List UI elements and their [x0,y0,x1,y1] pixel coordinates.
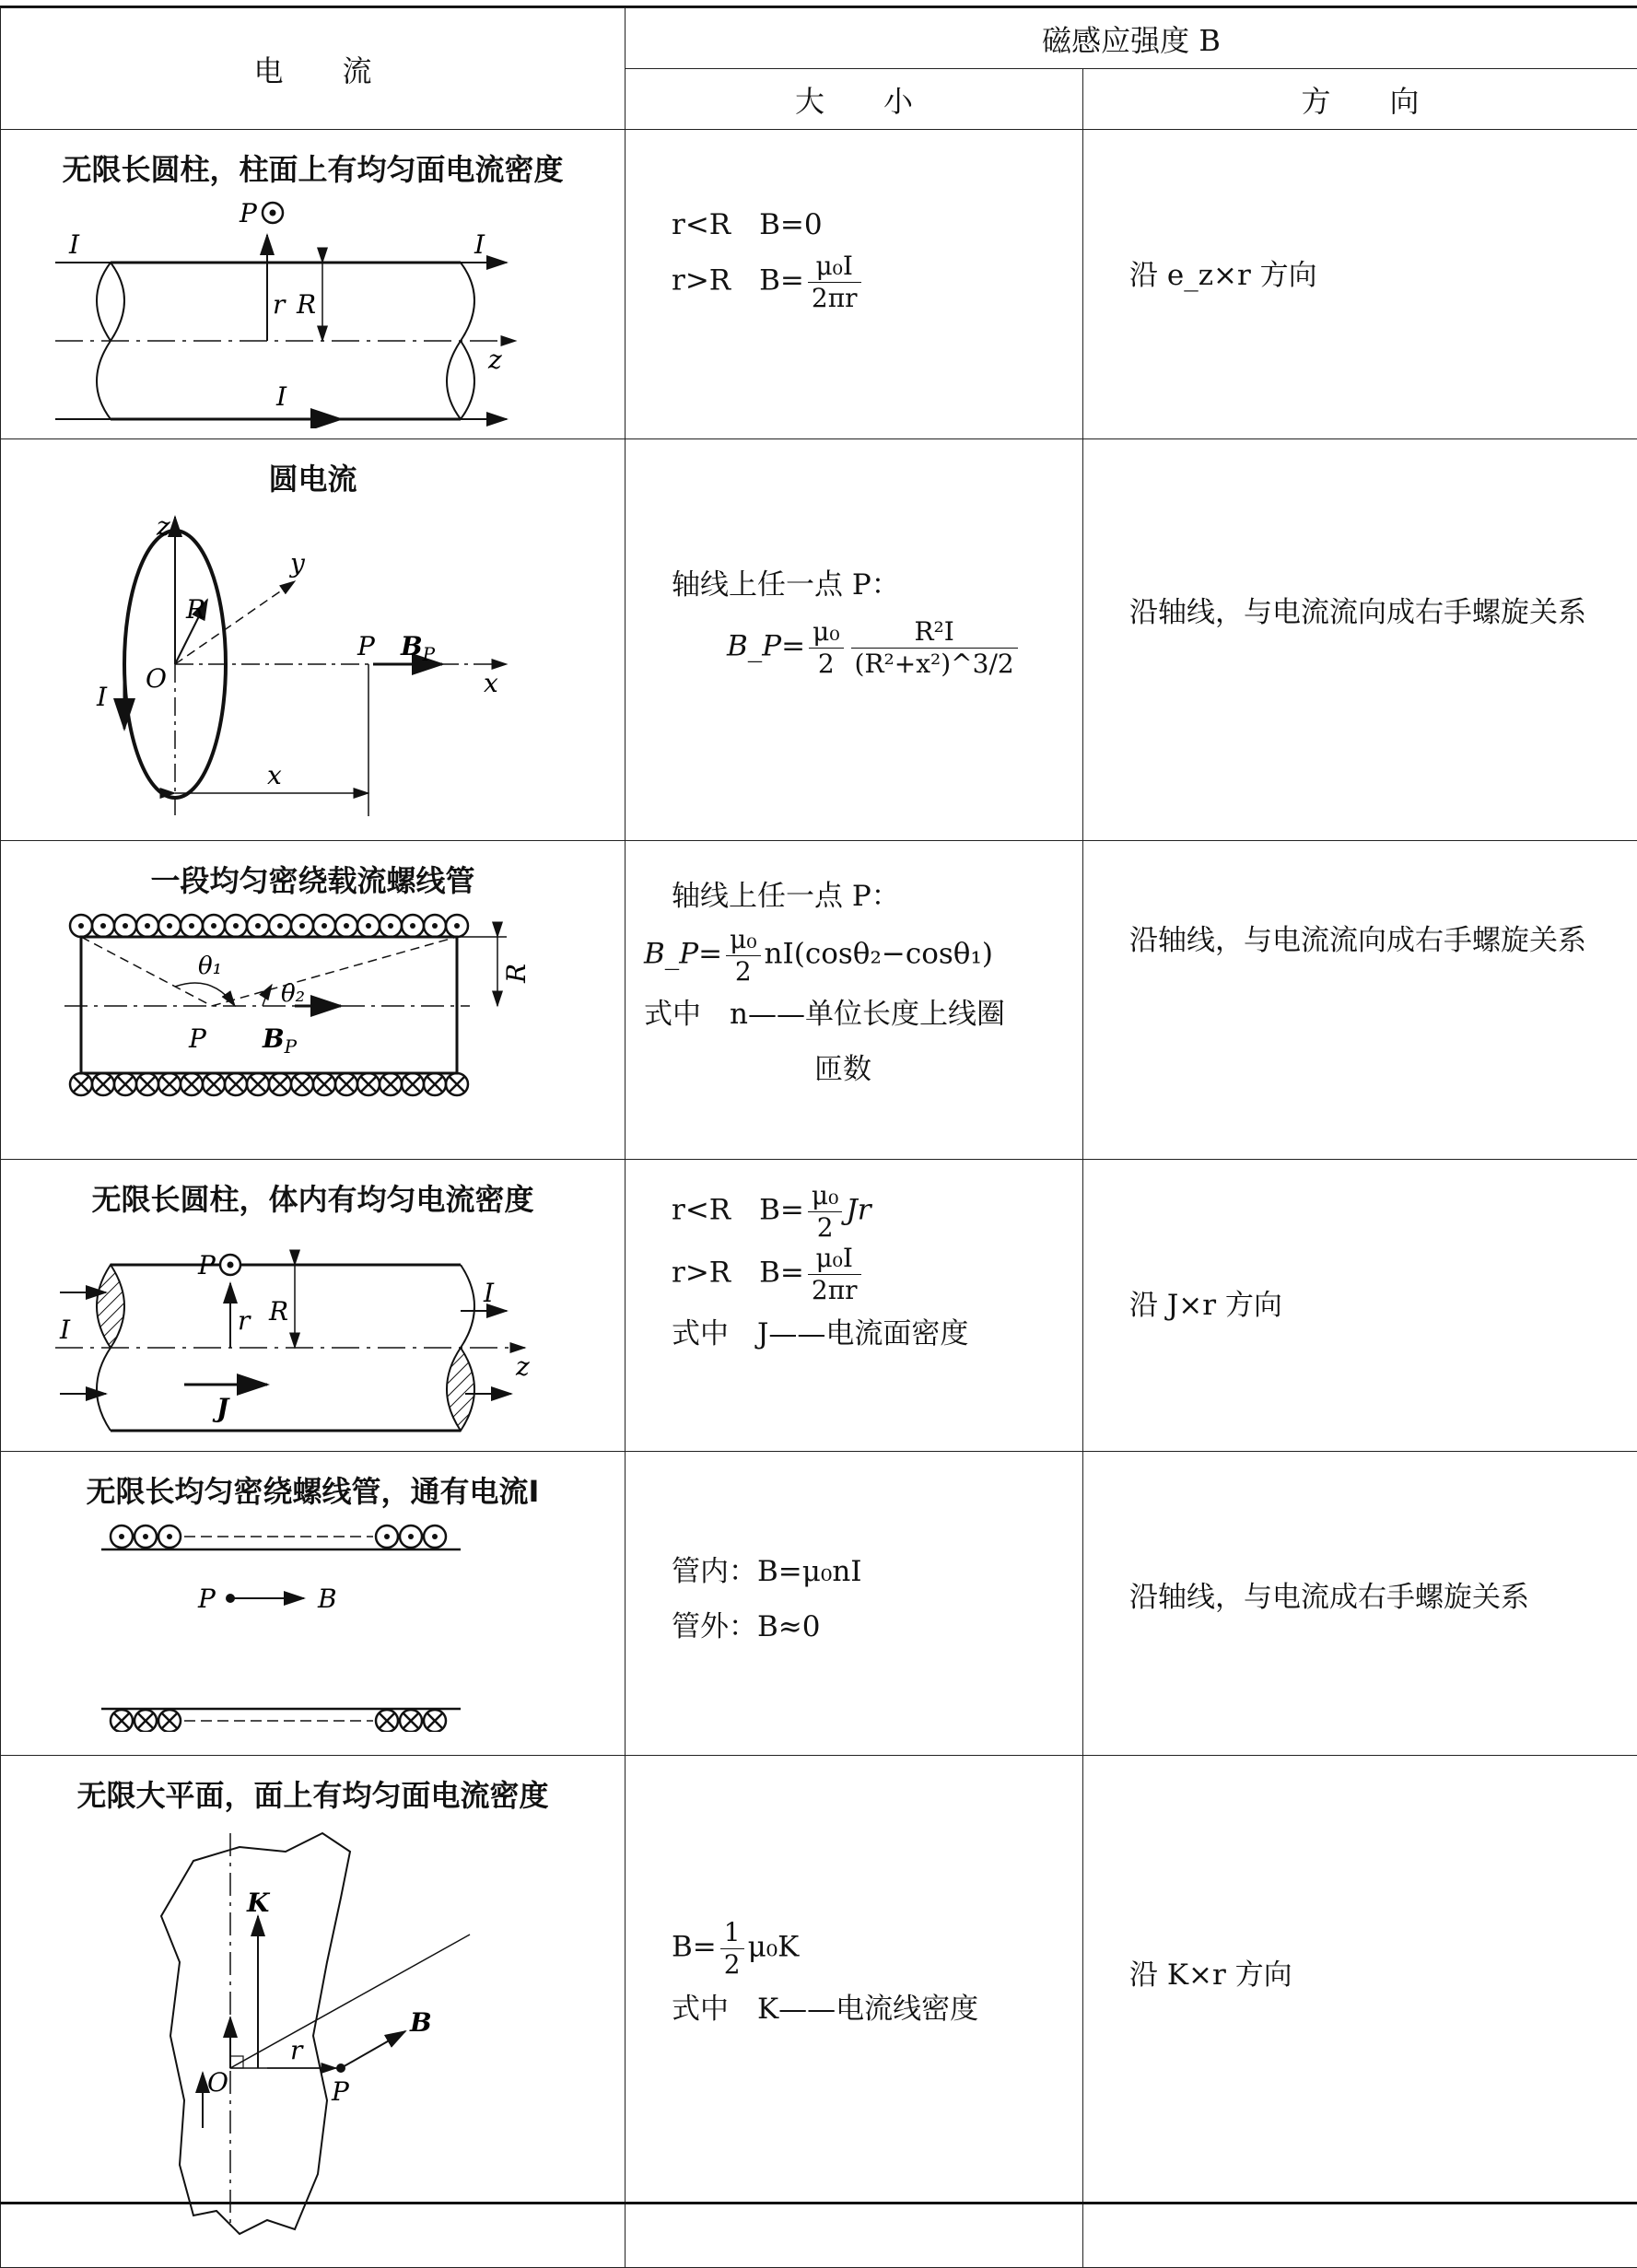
fig1-label-I-bottom: I [275,381,287,412]
row2-mag-line1: 轴线上任一点 P： [672,559,1082,611]
row2-frac1-num: μ₀ [809,616,843,649]
fig5-infinite-solenoid [101,1520,525,1732]
row6-current [1,1756,626,2268]
row3-mag-line3: 式中 n——单位长度上线圈 [644,987,1082,1042]
fig3-label-theta1: θ₁ [198,953,222,980]
row2-frac1-den: 2 [809,649,843,680]
header-current: 电 流 [1,8,626,130]
row1-frac-num: μ₀I [808,251,861,283]
row2-title: 圆电流 [1,456,625,498]
row5-magnitude [626,1452,1083,1756]
fig2-label-I: I [96,682,108,712]
row1-direction-text: 沿 e_z×r 方向 [1083,250,1637,301]
row6-mag-line2: 式中 K——电流线密度 [672,1980,1082,2039]
row4-current [1,1160,626,1452]
row5-mag-line2: 管外：B≈0 [672,1599,1082,1654]
row5-mag-line1: 管内：B=μ₀nI [672,1544,1082,1599]
row3-mag-prefix: B_P= [644,938,722,971]
fig4-label-J: J [212,1393,230,1423]
fig6-infinite-plane [129,1824,497,2239]
row6-frac-den: 2 [720,1949,744,1981]
row4-frac2-den: 2πr [808,1275,861,1306]
fig6-label-O: O [207,2067,228,2098]
fig6-label-K: K [246,1888,271,1918]
fig5-label-P: P [197,1584,216,1614]
table-row [1,1452,1637,1756]
fig6-label-r: r [290,2035,304,2065]
header-direction: 方 向 [1083,69,1637,130]
row4-magnitude [626,1160,1083,1452]
row1-mag-line2: r>R B= [672,264,804,298]
table-row [1,130,1637,439]
row1-magnitude [626,130,1083,439]
row2-frac2-den: (R²+x²)^3/2 [851,649,1018,680]
fig1-label-I-right: I [474,229,485,260]
fig4-label-R: R [268,1296,288,1327]
row1-current [1,130,626,439]
fig2-label-x-axis: x [484,668,498,698]
row1-frac-den: 2πr [808,283,861,314]
row4-mag-line3: 式中 J——电流面密度 [672,1305,1082,1362]
fig1-cylinder-surface-current [55,198,571,428]
row5-title: 无限长均匀密绕螺线管，通有电流I [1,1468,625,1511]
row5-direction [1083,1452,1637,1756]
row6-mag-suffix: μ₀K [748,1931,800,1964]
row4-direction-text: 沿 J×r 方向 [1083,1280,1637,1331]
row3-title: 一段均匀密绕载流螺线管 [1,858,625,900]
row5-current [1,1452,626,1756]
row4-frac2-num: μ₀I [808,1243,861,1275]
fig6-label-P: P [331,2076,350,2107]
fig2-circular-current [92,508,534,821]
row1-direction [1083,130,1637,439]
table-row [1,1160,1637,1452]
row6-frac-num: 1 [720,1917,744,1949]
fig2-label-x-dim: x [267,760,282,790]
fig6-label-B: B [409,2007,432,2038]
bottom-rule [0,2202,1637,2204]
header-B-text: 磁感应强度 B [1042,23,1221,58]
row3-frac-den: 2 [726,956,760,988]
fig4-label-I-left: I [59,1315,71,1345]
row4-direction [1083,1160,1637,1452]
row4-mag-prefix2: r>R B= [672,1257,804,1290]
fig3-label-theta2: θ₂ [281,980,305,1008]
row6-direction-text: 沿 K×r 方向 [1083,1949,1637,2001]
fig5-label-B: B [317,1584,337,1614]
row6-mag-prefix: B= [672,1931,717,1964]
row3-direction-text: 沿轴线，与电流流向成右手螺旋关系 [1083,915,1637,966]
fig2-label-O: O [146,663,167,694]
row6-direction [1083,1756,1637,2268]
row6-magnitude [626,1756,1083,2268]
table-row [1,1756,1637,2268]
row4-frac1-den: 2 [808,1212,842,1244]
solenoid-top-coils [70,915,468,937]
solenoid-bottom-coils [70,1073,468,1095]
row3-frac-num: μ₀ [726,924,760,956]
fig3-label-BP: $B_P$ [262,1023,298,1058]
row1-title: 无限长圆柱，柱面上有均匀面电流密度 [1,146,625,189]
fig4-label-r: r [238,1305,251,1336]
row2-mag-prefix: B_P= [727,630,805,663]
row4-mag-prefix1: r<R B= [672,1194,804,1227]
row2-magnitude [626,439,1083,841]
row3-magnitude [626,841,1083,1160]
row3-current [1,841,626,1160]
row4-frac1-num: μ₀ [808,1180,842,1212]
row3-mag-suffix: nI(cosθ₂−cosθ₁) [765,938,993,971]
fig4-label-P: P [197,1250,216,1280]
fig2-label-z: z [156,511,170,542]
row4-mag-suffix1: Jr [846,1194,871,1227]
fig3-finite-solenoid [64,909,562,1140]
row3-mag-line4: 匝数 [644,1042,1082,1097]
fig3-label-P: P [188,1023,207,1054]
fig2-label-y: y [288,548,306,579]
fig2-label-BP: $B_P$ [400,631,436,665]
row2-direction-text: 沿轴线，与电流流向成右手螺旋关系 [1083,587,1637,638]
row5-direction-text: 沿轴线，与电流成右手螺旋关系 [1083,1572,1637,1623]
fig4-cylinder-volume-current [55,1228,571,1440]
fig1-label-R: R [296,289,316,320]
fig1-label-P: P [239,198,258,228]
field-table [0,7,1637,2268]
fig1-label-I-left: I [68,229,80,260]
row1-mag-line1: r<R B=0 [672,199,1082,251]
fig1-label-z: z [487,345,502,375]
row2-frac2-num: R²I [851,616,1018,649]
fig2-label-P: P [357,631,376,661]
table-row [1,841,1637,1160]
fig4-label-z: z [515,1351,530,1382]
fig4-label-I-right: I [483,1278,495,1308]
row4-title: 无限长圆柱，体内有均匀电流密度 [1,1176,625,1219]
fig3-label-R: R [501,964,532,984]
row3-direction [1083,841,1637,1160]
fig1-label-r: r [273,289,286,320]
table-row [1,439,1637,841]
fig2-label-R: R [185,594,205,625]
header-magnitude: 大 小 [626,69,1083,130]
header-B [626,8,1637,69]
row2-current [1,439,626,841]
row6-title: 无限大平面，面上有均匀面电流密度 [1,1772,625,1815]
row3-mag-line1: 轴线上任一点 P： [644,869,1082,924]
row2-direction [1083,439,1637,841]
